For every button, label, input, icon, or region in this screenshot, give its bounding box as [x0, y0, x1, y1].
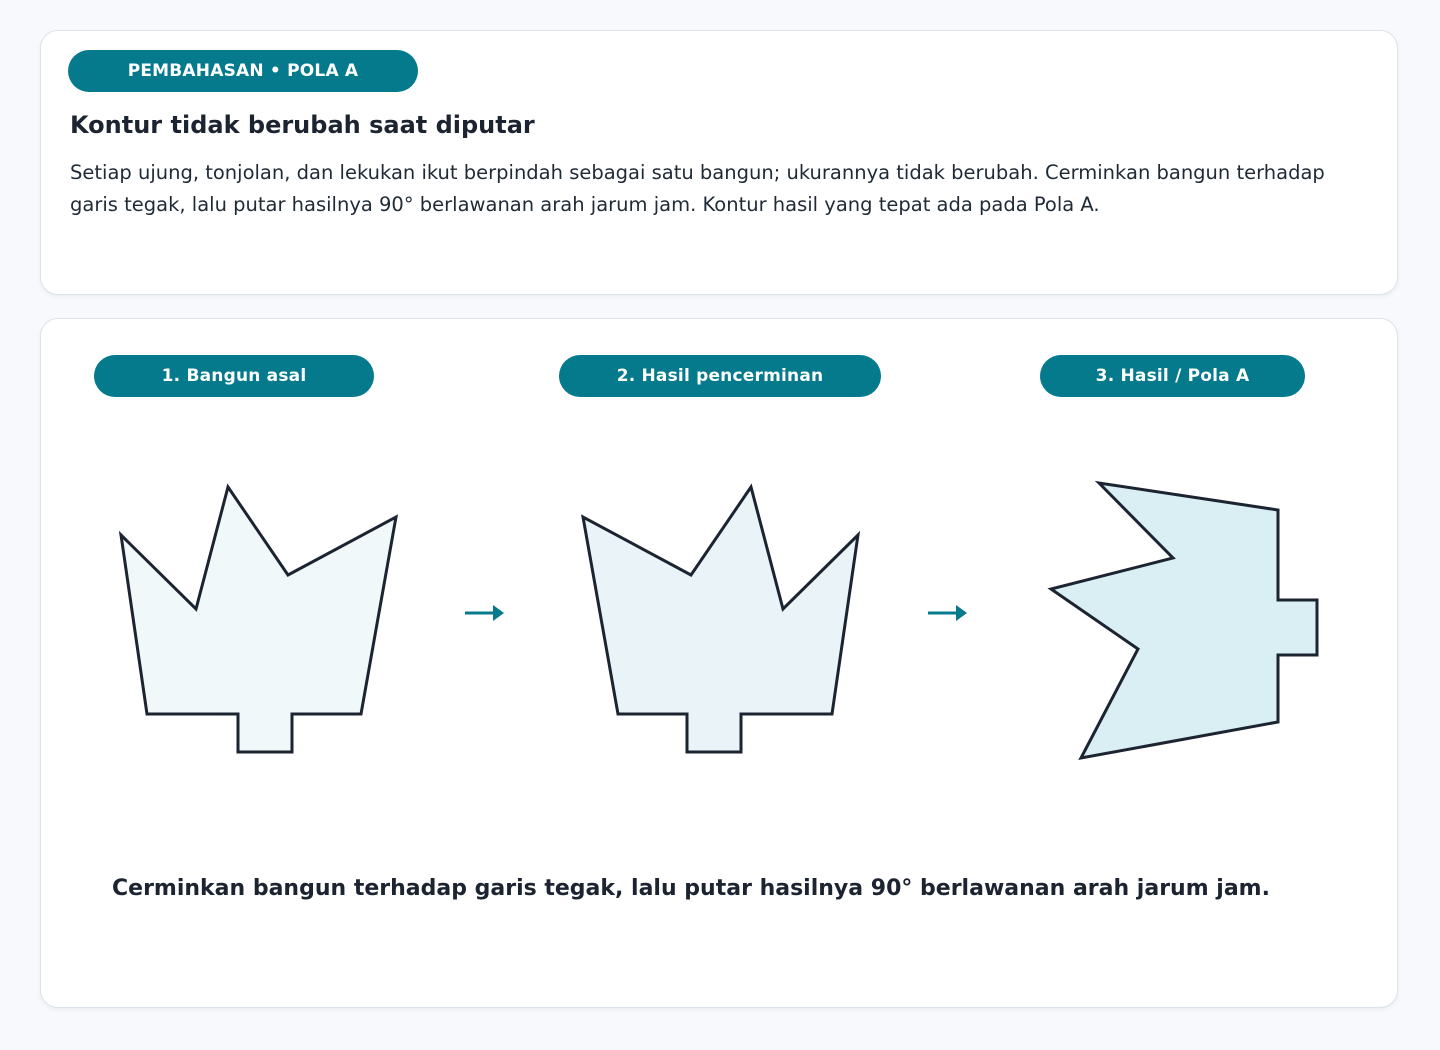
original-shape — [121, 487, 396, 752]
mirrored-shape — [583, 487, 858, 752]
rotated-shape — [1051, 483, 1317, 758]
explanation-title: Kontur tidak berubah saat diputar — [70, 111, 535, 139]
explanation-text: Setiap ujung, tonjolan, dan lekukan ikut berpindah sebagai satu bangun; ukurannya tidak berubah. Cerminkan bangun terhadap garis tegak, lalu putar hasilnya 90° berlawanan arah jarum jam. Kontur hasil yang tepat ada pada Pola A. — [70, 161, 1325, 216]
figure-caption: Cerminkan bangun terhadap garis tegak, lalu putar hasilnya 90° berlawanan arah jarum jam. — [112, 876, 1270, 901]
step-label-original: 1. Bangun asal — [94, 355, 374, 397]
figure-card — [40, 318, 1398, 1008]
step-label-mirrored: 2. Hasil pencerminan — [559, 355, 881, 397]
arrow-right-icon — [928, 605, 967, 621]
section-badge: PEMBAHASAN • POLA A — [68, 50, 418, 92]
explanation-card — [40, 30, 1398, 295]
arrow-right-icon — [465, 605, 504, 621]
transformation-diagram — [41, 319, 1399, 1009]
step-label-result: 3. Hasil / Pola A — [1040, 355, 1305, 397]
